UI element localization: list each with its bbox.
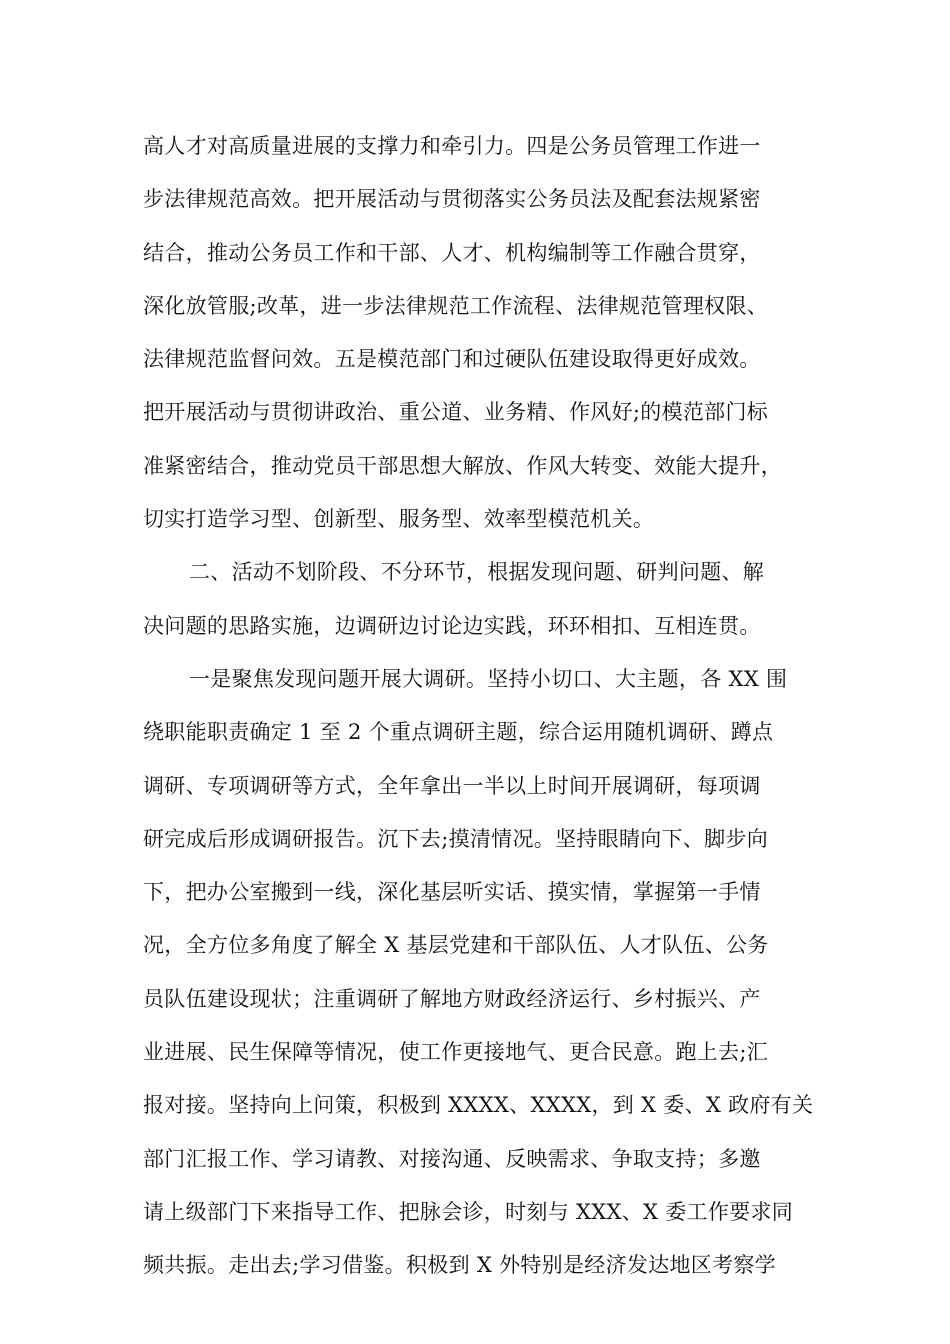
text-line: 决问题的思路实施，边调研边讨论边实践，环环相扣、互相连贯。 (143, 613, 761, 638)
paragraph-start-line: 一是聚焦发现问题开展大调研。坚持小切口、大主题，各 XX 围 (189, 666, 788, 691)
text-line: 请上级部门下来指导工作、把脉会诊，时刻与 XXX、X 委工作要求同 (143, 1199, 794, 1224)
text-line: 况，全方位多角度了解全 X 基层党建和干部队伍、人才队伍、公务 (143, 933, 769, 958)
text-line: 报对接。坚持向上问策，积极到 XXXX、XXXX，到 X 委、X 政府有关 (143, 1093, 814, 1118)
text-line: 调研、专项调研等方式，全年拿出一半以上时间开展调研，每项调 (143, 773, 761, 798)
text-line: 频共振。走出去;学习借鉴。积极到 X 外特别是经济发达地区考察学 (143, 1253, 776, 1278)
document-body (143, 130, 823, 1303)
text-line: 下，把办公室搬到一线，深化基层听实话、摸实情，掌握第一手情 (143, 880, 761, 905)
text-line: 把开展活动与贯彻讲政治、重公道、业务精、作风好;的模范部门标 (143, 400, 769, 425)
text-line: 法律规范监督问效。五是模范部门和过硬队伍建设取得更好成效。 (143, 347, 761, 372)
text-line: 员队伍建设现状；注重调研了解地方财政经济运行、乡村振兴、产 (143, 986, 761, 1011)
text-line: 深化放管服;改革，进一步法律规范工作流程、法律规范管理权限、 (143, 293, 769, 318)
paragraph-start-line: 二、活动不划阶段、不分环节，根据发现问题、研判问题、解 (189, 560, 765, 585)
text-line: 切实打造学习型、创新型、服务型、效率型模范机关。 (143, 507, 655, 532)
text-line: 结合，推动公务员工作和干部、人才、机构编制等工作融合贯穿， (143, 240, 761, 265)
text-line: 部门汇报工作、学习请教、对接沟通、反映需求、争取支持；多邀 (143, 1146, 761, 1171)
text-line: 步法律规范高效。把开展活动与贯彻落实公务员法及配套法规紧密 (143, 187, 761, 212)
text-line: 高人才对高质量进展的支撑力和牵引力。四是公务员管理工作进一 (143, 134, 761, 158)
text-line: 研完成后形成调研报告。沉下去;摸清情况。坚持眼睛向下、脚步向 (143, 826, 769, 851)
text-line: 准紧密结合，推动党员干部思想大解放、作风大转变、效能大提升， (143, 453, 782, 478)
text-line: 绕职能职责确定 1 至 2 个重点调研主题，综合运用随机调研、蹲点 (143, 720, 774, 745)
text-line: 业进展、民生保障等情况，使工作更接地气、更合民意。跑上去;汇 (143, 1040, 769, 1065)
